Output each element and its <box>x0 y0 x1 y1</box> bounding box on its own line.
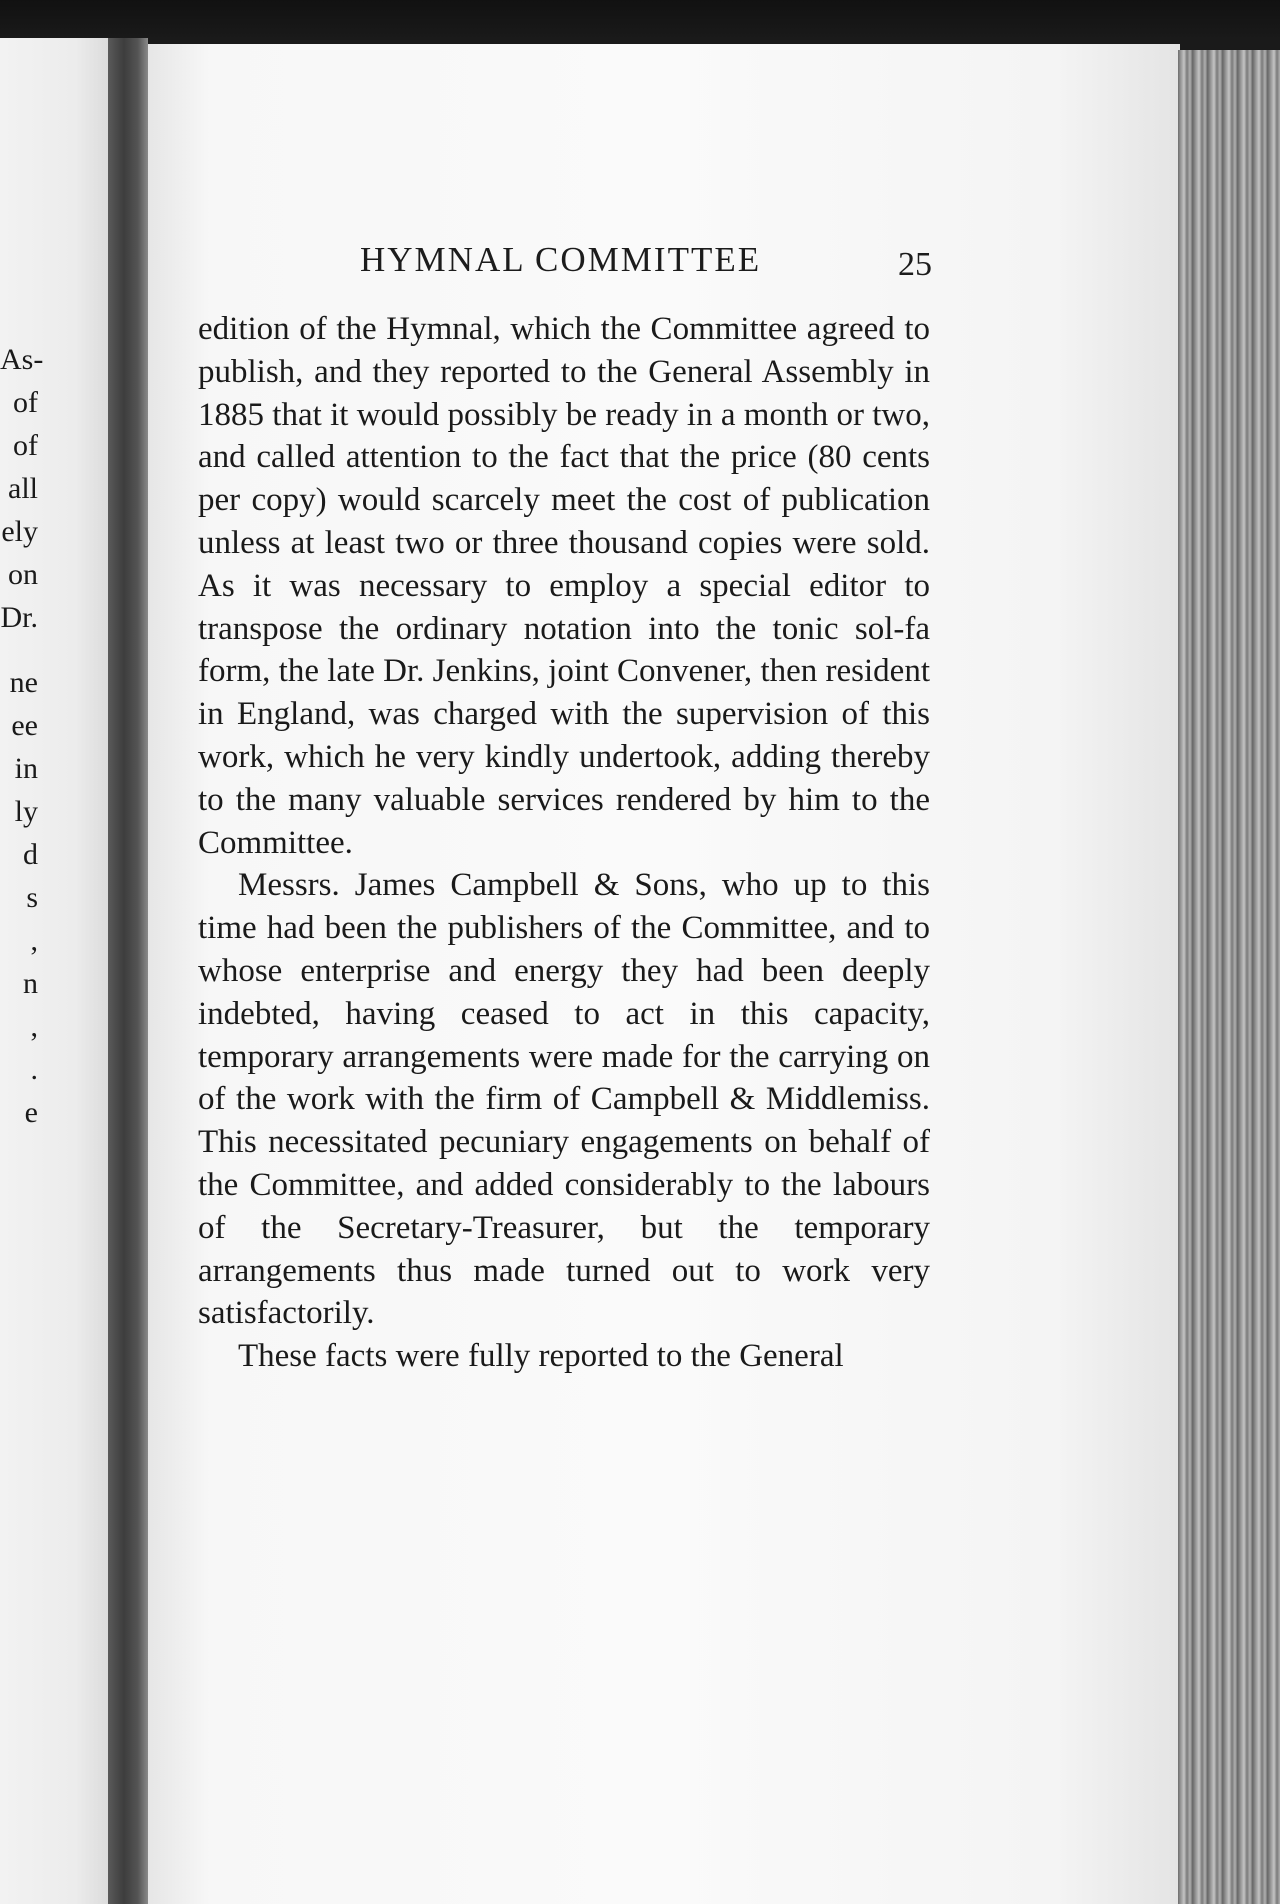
left-fragment: Dr. <box>0 601 38 634</box>
left-fragment: d <box>23 838 38 871</box>
left-fragment: ely <box>1 515 38 548</box>
left-page-text-fragments <box>0 338 108 1134</box>
paragraph: Messrs. James Campbell & Sons, who up to this time had been the publishers of the Committee, and to whose enterprise and energy they had been deeply indebted, having ceased to act in this capacity, temporary arrangements were made for the carrying on of the work with the firm of Campbell & Middlemiss. This necessitated pecuniary engagements on behalf of the Committee, and added considerably to the labours of the Secretary-Treasurer, but the temporary arrangements thus made turned out to work very satisfactorily. <box>198 867 930 1332</box>
page-number: 25 <box>898 246 932 283</box>
left-fragment: of <box>13 429 38 462</box>
left-fragment: in <box>14 752 38 785</box>
left-page <box>0 38 108 1904</box>
left-fragment: ee <box>11 709 38 742</box>
left-fragment: . <box>30 1053 38 1086</box>
paragraph: These facts were fully reported to the General <box>238 1338 844 1375</box>
left-fragment: , <box>30 1010 38 1043</box>
left-fragment: on <box>8 558 38 591</box>
left-fragment: all <box>8 472 38 505</box>
left-fragment: ly <box>14 795 38 828</box>
left-fragment: As- <box>0 343 44 376</box>
paragraph: edition of the Hymnal, which the Committee agreed to publish, and they reported to the General Assembly in 1885 that it would possibly be ready in a month or two, and called attention to the fact that the price (80 cents per copy) would scarcely meet the cost of publication unless at least two or three thousand copies were sold. As it was necessary to employ a special editor to transpose the ordinary notation into the tonic sol-fa form, the late Dr. Jenkins, joint Convener, then resident in England, was charged with the supervision of this work, which he very kindly undertook, adding thereby to the many valuable services rendered by him to the Committee. <box>198 311 930 861</box>
left-fragment: of <box>13 386 38 419</box>
left-fragment: , <box>30 924 38 957</box>
page-header <box>212 240 932 290</box>
left-fragment: n <box>23 967 38 1000</box>
left-fragment: s <box>26 881 38 914</box>
body-text <box>198 308 930 1378</box>
page-edges <box>1178 50 1280 1904</box>
book-gutter <box>108 38 148 1904</box>
left-fragment: ne <box>9 666 38 699</box>
running-head: HYMNAL COMMITTEE <box>360 240 762 279</box>
left-fragment: e <box>24 1096 38 1129</box>
